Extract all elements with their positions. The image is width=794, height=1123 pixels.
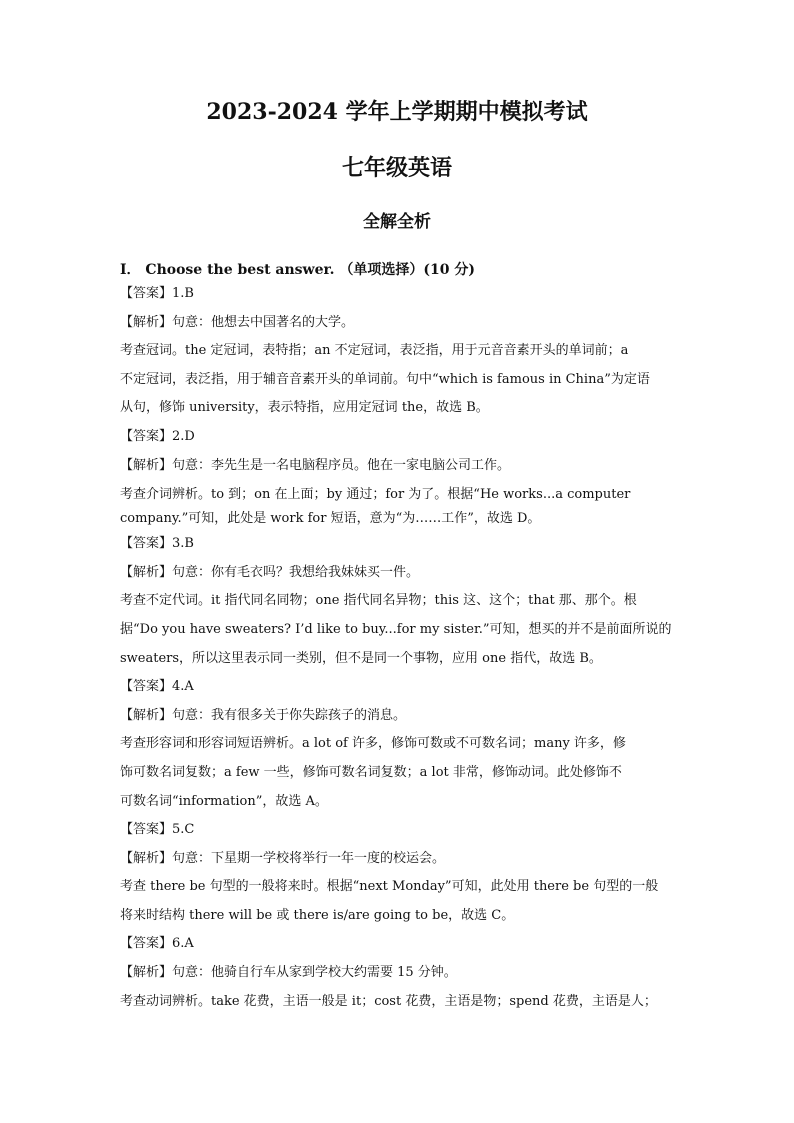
- explanation-line: 据“Do you have sweaters? I’d like to buy...for my sister.”可知，想买的并不是前面所说的: [120, 621, 672, 637]
- explanation-line: 可数名词“information”，故选 A。: [120, 793, 328, 809]
- explanation-line: 饰可数名词复数；a few 一些，修饰可数名词复数；a lot 非常，修饰动词。此处修饰不: [120, 764, 622, 780]
- analysis-line: 【解析】句意：他骑自行车从家到学校大约需要 15 分钟。: [120, 965, 457, 981]
- section-heading: Ⅰ． Choose the best answer. （单项选择）(10 分): [120, 262, 475, 278]
- analysis-line: 【解析】句意：李先生是一名电脑程序员。他在一家电脑公司工作。: [120, 457, 511, 473]
- analysis-line: 【解析】句意：下星期一学校将举行一年一度的校运会。: [120, 850, 446, 866]
- explanation-line: 考查不定代词。it 指代同名同物；one 指代同名异物；this 这、这个；that 那、那个。根: [120, 593, 637, 609]
- answer-list: [120, 280, 674, 1016]
- explanation-line: 考查 there be 句型的一般将来时。根据“next Monday”可知，此处用 there be 句型的一般: [120, 879, 659, 895]
- explanation-line: 考查介词辨析。to 到；on 在上面；by 通过；for 为了。根据“He works...a computer: [120, 487, 631, 503]
- document-title: 2023-2024 学年上学期期中模拟考试: [206, 99, 588, 125]
- answer-label: 【答案】3.B: [120, 536, 194, 552]
- section-caption: 全解全析: [363, 212, 431, 232]
- explanation-line: sweaters，所以这里表示同一类别，但不是同一个事物，应用 one 指代，故选 B。: [120, 650, 602, 666]
- explanation-line: company.”可知，此处是 work for 短语，意为“为……工作”，故选 D。: [120, 511, 541, 527]
- explanation-line: 从句，修饰 university，表示特指，应用定冠词 the，故选 B。: [120, 400, 489, 416]
- analysis-line: 【解析】句意：他想去中国著名的大学。: [120, 314, 355, 330]
- answer-label: 【答案】4.A: [120, 679, 194, 695]
- analysis-line: 【解析】句意：我有很多关于你失踪孩子的消息。: [120, 707, 407, 723]
- explanation-line: 将来时结构 there will be 或 there is/are going to be，故选 C。: [120, 907, 515, 923]
- explanation-line: 考查动词辨析。take 花费，主语一般是 it；cost 花费，主语是物；spend 花费，主语是人；: [120, 993, 657, 1009]
- answer-label: 【答案】2.D: [120, 428, 195, 444]
- document-subtitle: 七年级英语: [341, 155, 452, 181]
- analysis-line: 【解析】句意：你有毛衣吗？我想给我妹妹买一件。: [120, 564, 420, 580]
- answer-label: 【答案】5.C: [120, 822, 195, 838]
- explanation-line: 考查冠词。the 定冠词，表特指；an 不定冠词，表泛指，用于元音音素开头的单词前；a: [120, 343, 629, 359]
- explanation-line: 不定冠词，表泛指，用于辅音音素开头的单词前。句中“which is famous in China”为定语: [120, 371, 650, 387]
- answer-label: 【答案】1.B: [120, 286, 194, 301]
- explanation-line: 考查形容词和形容词短语辨析。a lot of 许多，修饰可数或不可数名词；many 许多，修: [120, 736, 626, 752]
- answer-label: 【答案】6.A: [120, 936, 194, 952]
